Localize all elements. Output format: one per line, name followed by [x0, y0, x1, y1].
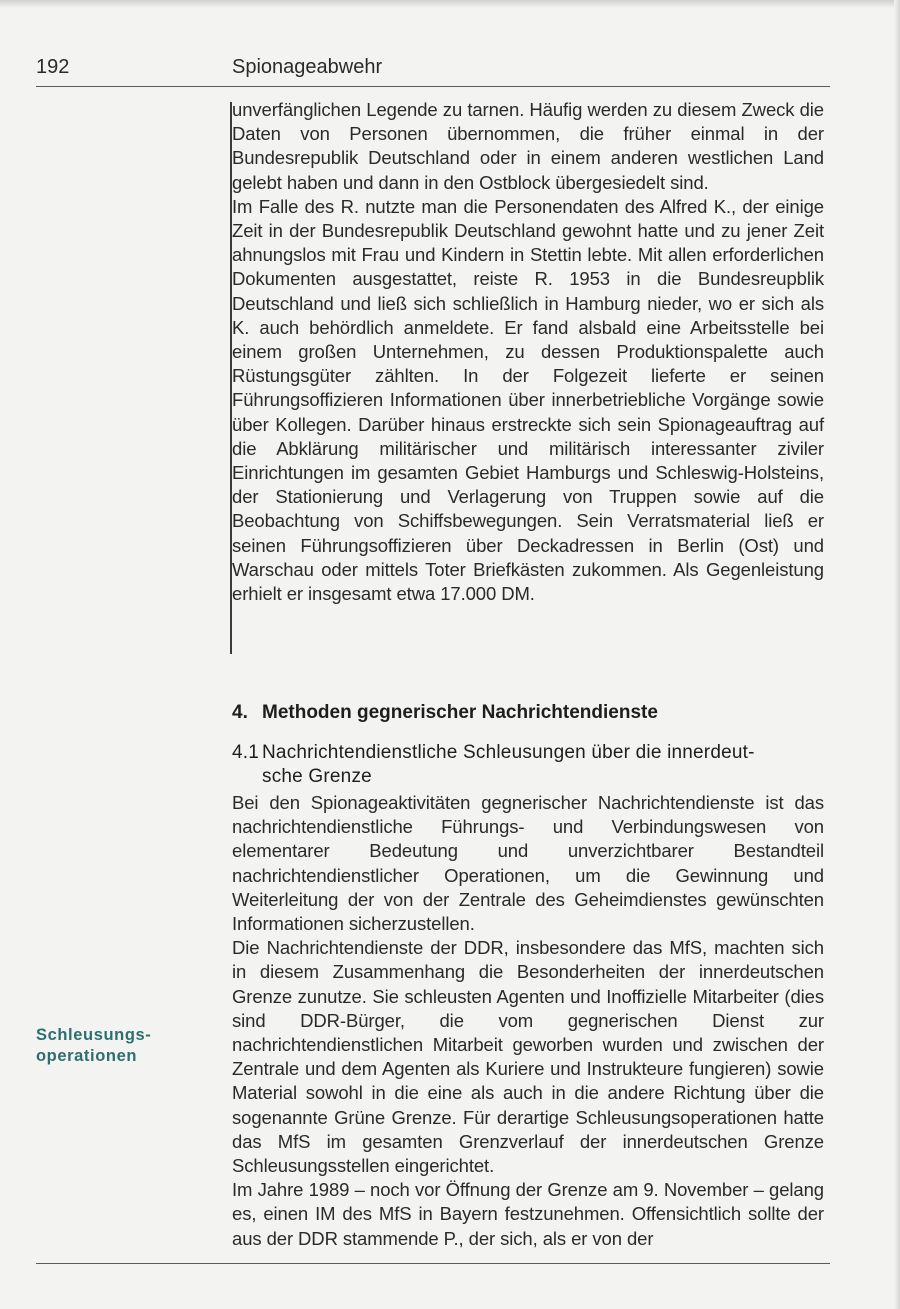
- page-edge-shadow: [894, 0, 900, 1309]
- running-head: Spionageabwehr: [232, 56, 383, 78]
- subsection-title-line-2: sche Grenze: [262, 766, 372, 787]
- page-top-shadow: [0, 0, 900, 8]
- footer-rule: [36, 1263, 830, 1264]
- subsection-heading-4-1: [232, 741, 824, 789]
- section-heading-4: [232, 702, 658, 724]
- subsection-title-line-1: Nachrichtendienstliche Schleusungen über die innerdeut-: [262, 742, 755, 763]
- subsection-number: 4.1: [232, 742, 260, 763]
- page-number: 192: [36, 56, 70, 78]
- paragraph: Die Nachrichtendienste der DDR, insbesondere das MfS, machten sich in diesem Zusammenhang die Besonderheiten der innerdeutschen Grenze zunutze. Sie schleusten Agenten und Inoffizielle Mitarbeiter (dies sind DDR-Bürger, die vom gegnerischen Dienst zur nachrichtendienstlichen Mitarbeit geworben wurden und zwischen der Zentrale und dem Agenten als Kuriere und Instrukteure fungieren) sowie Material sowohl in die eine als auch in die andere Richtung über die sogenannte Grüne Grenze. Für derartige Schleusungsoperationen hatte das MfS im gesamten Grenzverlauf der innerdeutschen Grenze Schleusungsstellen eingerichtet.: [232, 937, 824, 1177]
- margin-note: [36, 1025, 176, 1067]
- body-text-block-2: [232, 791, 824, 1251]
- paragraph: unverfänglichen Legende zu tarnen. Häufig werden zu diesem Zweck die Daten von Personen übernommen, die früher einmal in der Bundesrepublik Deutschland oder in einem anderen westlichen Land gelebt haben und dann in den Ostblock übergesiedelt sind.: [232, 99, 824, 193]
- body-text-block-1: [232, 98, 824, 606]
- header-rule: [36, 86, 830, 87]
- section-number: 4.: [232, 702, 248, 723]
- paragraph: Im Jahre 1989 – noch vor Öffnung der Grenze am 9. November – gelang es, einen IM des MfS in Bayern festzunehmen. Offensichtlich sollte der aus der DDR stammende P., der sich, als er von der: [232, 1179, 824, 1249]
- section-title: Methoden gegnerischer Nachrichtendienste: [262, 702, 658, 723]
- paragraph: Bei den Spionageaktivitäten gegnerischer Nachrichtendienste ist das nachrichtendienstliche Führungs- und Verbindungswesen von elementarer Bedeutung und unverzichtbarer Bestandteil nachrichtendienstlicher Operationen, um die Gewinnung und Weiterleitung der von der Zentrale des Geheimdienstes gewünschten Informationen sicherzustellen.: [232, 792, 824, 935]
- margin-note-line-2: operationen: [36, 1047, 138, 1065]
- paragraph: Im Falle des R. nutzte man die Personendaten des Alfred K., der einige Zeit in der Bundesrepublik Deutschland gewohnt hatte und zu jener Zeit ahnungslos mit Frau und Kindern in Stettin lebte. Mit allen erforderlichen Dokumenten ausgestattet, reiste R. 1953 in die Bundesreupblik Deutschland und ließ sich schließlich in Hamburg nieder, wo er sich als K. auch behördlich anmeldete. Er fand alsbald eine Arbeitsstelle bei einem großen Unternehmen, zu dessen Produktionspalette auch Rüstungsgüter zählten. In der Folgezeit lieferte er seinen Führungsoffizieren Informationen über innerbetriebliche Vorgänge sowie über Kollegen. Darüber hinaus erstreckte sich sein Spionageauftrag auf die Abklärung militärischer und militärisch interessanter ziviler Einrichtungen im gesamten Gebiet Hamburgs und Schleswig-Holsteins, der Stationierung und Verlagerung von Truppen sowie auf die Beobachtung von Schiffsbewegungen. Sein Verratsmaterial ließ er seinen Führungsoffizieren über Deckadressen in Berlin (Ost) und Warschau oder mittels Toter Briefkästen zukommen. Als Gegenleistung erhielt er insgesamt etwa 17.000 DM.: [232, 195, 824, 605]
- margin-note-line-1: Schleusungs-: [36, 1026, 152, 1044]
